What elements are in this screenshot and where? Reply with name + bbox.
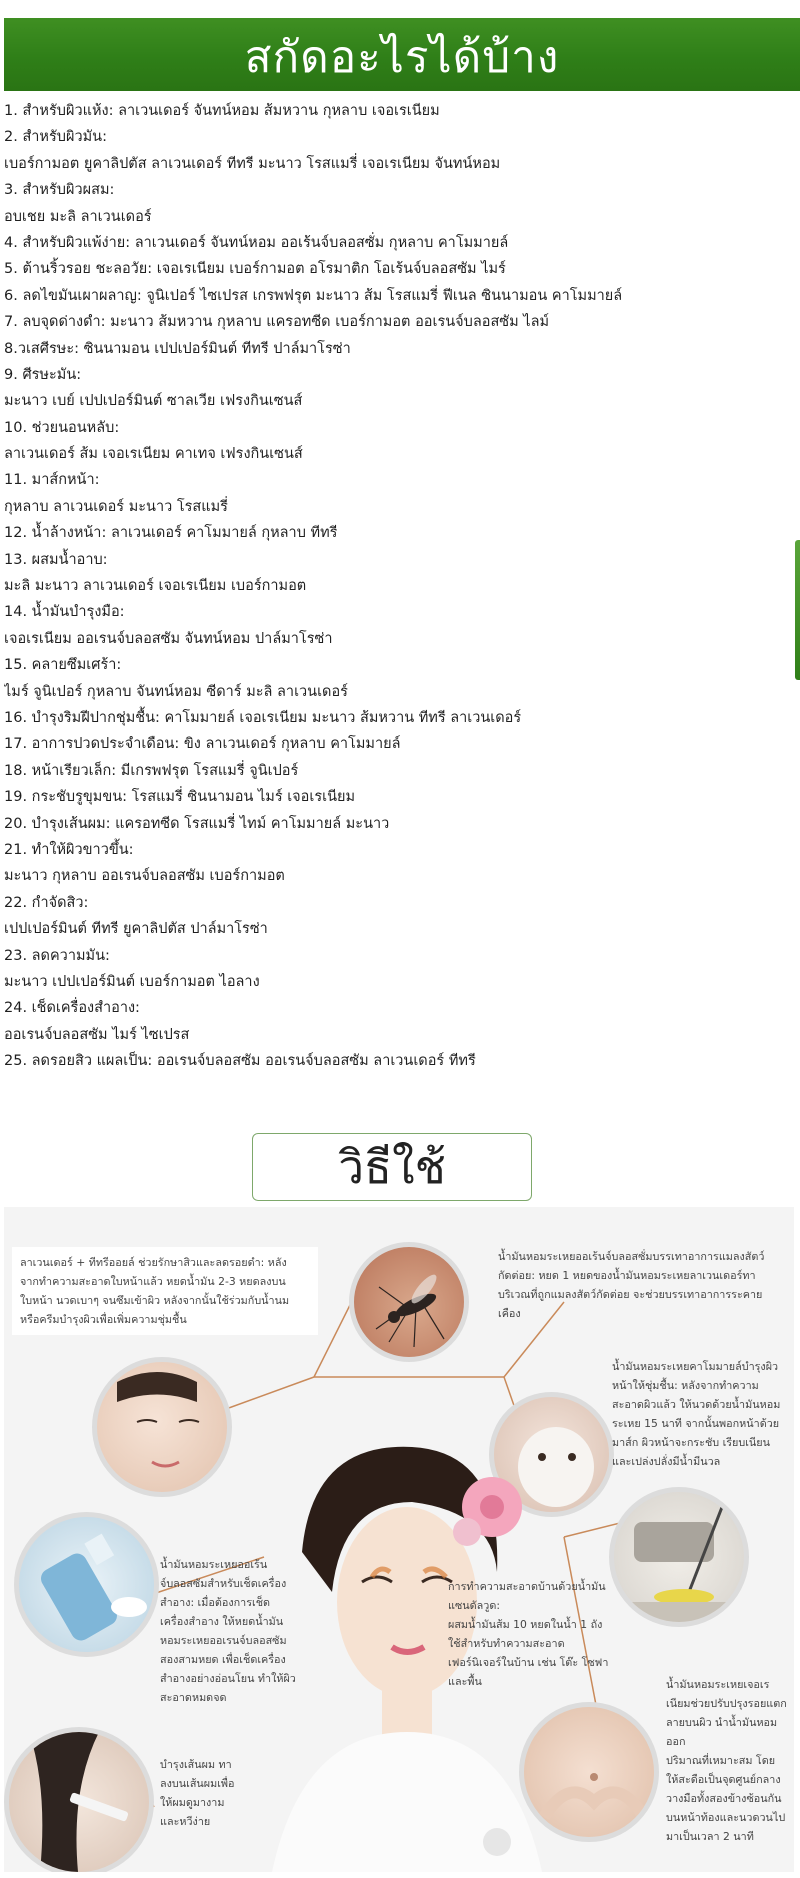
note-line: จ์บลอสซัมสำหรับเช็ดเครื่อง: [160, 1577, 287, 1590]
cleaning-mop-image: [609, 1487, 749, 1627]
uses-line: 7. ลบจุดด่างดำ: มะนาว ส้มหวาน กุหลาบ แครอทซีด เบอร์กามอต ออเรนจ์บลอสซัม ไลม์: [4, 314, 550, 331]
uses-line: ไมร์ จูนิเปอร์ กุหลาบ จันทน์หอม ซีดาร์ มะลิ ลาเวนเดอร์: [4, 683, 348, 700]
note-line: ผสมน้ำมันส้ม 10 หยดในน้ำ 1 ถัง: [448, 1618, 603, 1631]
uses-line: 5. ต้านริ้วรอย ชะลอวัย: เจอเรเนียม เบอร์กามอต อโรมาติก โอเร้นจ์บลอสซัม ไมร์: [4, 261, 506, 278]
uses-line: 14. น้ำมันบำรุงมือ:: [4, 604, 125, 621]
note-line: จากทำความสะอาดใบหน้าแล้ว หยดน้ำมัน 2-3 หยดลงบน: [20, 1275, 286, 1288]
note-mosquito: [498, 1247, 790, 1323]
uses-line: 1. สำหรับผิวแห้ง: ลาเวนเดอร์ จันทน์หอม ส้มหวาน กุหลาบ เจอเรเนียม: [4, 103, 440, 119]
uses-line: 15. คลายซึมเศร้า:: [4, 657, 122, 674]
howto-title-box: [252, 1133, 532, 1201]
title-banner: [4, 18, 800, 91]
note-line: ลาเวนเดอร์ + ทีทรีออยล์ ช่วยรักษาสิวและลดรอยดำ: หลัง: [20, 1256, 287, 1269]
uses-line: 24. เช็ดเครื่องสำอาง:: [4, 1000, 140, 1017]
note-line: ให้สะดือเป็นจุดศูนย์กลาง: [666, 1773, 781, 1786]
note-line: หอมระเหยออเรนจ์บลอสซัม: [160, 1634, 287, 1647]
uses-line: 21. ทำให้ผิวขาวขึ้น:: [4, 841, 134, 858]
note-line: สะอาดหมดจด: [160, 1691, 227, 1704]
note-cleaning: [448, 1577, 624, 1691]
uses-line: อบเชย มะลิ ลาเวนเดอร์: [4, 208, 152, 225]
note-line: เครื่องสำอาง ให้หยดน้ำมัน: [160, 1615, 284, 1628]
uses-line: 19. กระชับรูขุมขน: โรสแมรี่ ซินนามอน ไมร์ เจอเรเนียม: [4, 789, 356, 806]
note-hair: [160, 1755, 260, 1831]
uses-line: มะนาว เบย์ เปปเปอร์มินต์ ซาลเวีย เฟรงกินเซนส์: [4, 393, 303, 410]
note-line: เคือง: [498, 1307, 521, 1320]
note-line: ใบหน้า นวดเบาๆ จนซึมเข้าผิว หลังจากนั้นใช้ร่วมกับน้ำนม: [20, 1294, 290, 1307]
uses-line: 2. สำหรับผิวมัน:: [4, 129, 107, 146]
note-line: ระเหย 15 นาที จากนั้นพอกหน้าด้วย: [612, 1417, 780, 1430]
uses-line: 25. ลดรอยสิว แผลเป็น: ออเรนจ์บลอสซัม ออเรนจ์บลอสซัม ลาเวนเดอร์ ทีทรี: [4, 1053, 476, 1070]
uses-line: 22. กำจัดสิว:: [4, 894, 89, 911]
uses-line: เบอร์กามอต ยูคาลิปตัส ลาเวนเดอร์ ทีทรี มะนาว โรสแมรี่ เจอเรเนียม จันทน์หอม: [4, 155, 501, 172]
uses-line: เจอเรเนียม ออเรนจ์บลอสซัม จันทน์หอม ปาล์มาโรซ่า: [4, 630, 333, 647]
uses-line: 3. สำหรับผิวผสม:: [4, 182, 115, 199]
uses-line: 23. ลดความมัน:: [4, 947, 110, 964]
note-line: เนียมช่วยปรับปรุงรอยแตก: [666, 1697, 787, 1710]
note-line: ลงบนเส้นผมเพื่อ: [160, 1777, 235, 1790]
note-line: หน้าให้ชุ่มชื้น: หลังจากทำความ: [612, 1379, 759, 1392]
hair-icon: [9, 1732, 154, 1872]
uses-line: มะลิ มะนาว ลาเวนเดอร์ เจอเรเนียม เบอร์กามอต: [4, 578, 307, 595]
uses-line: 8.วเสศีรษะ: ซินนามอน เปปเปอร์มินต์ ทีทรี ปาล์มาโรซ่า: [4, 340, 351, 357]
note-mask: [612, 1357, 794, 1471]
note-makeup: [160, 1555, 320, 1707]
note-line: ใช้สำหรับทำความสะอาด: [448, 1637, 565, 1650]
uses-line: 12. น้ำล้างหน้า: ลาเวนเดอร์ คาโมมายล์ กุหลาบ ทีทรี: [4, 525, 338, 542]
uses-line: 20. บำรุงเส้นผม: แครอทซีด โรสแมรี่ ไทม์ คาโมมายล์ มะนาว: [4, 815, 390, 832]
uses-line: 18. หน้าเรียวเล็ก: มีเกรพฟรุต โรสแมรี่ จูนิเปอร์: [4, 762, 299, 779]
uses-line: กุหลาบ ลาเวนเดอร์ มะนาว โรสแมรี่: [4, 498, 228, 515]
howto-title: วิธีใช้: [338, 1139, 446, 1194]
uses-line: 10. ช่วยนอนหลับ:: [4, 419, 120, 436]
note-line: สำอาง: เมื่อต้องการเช็ด: [160, 1596, 271, 1609]
uses-line: ลาเวนเดอร์ ส้ม เจอเรเนียม คาเทจ เฟรงกินเซนส์: [4, 446, 303, 463]
uses-line: 11. มาส์กหน้า:: [4, 472, 100, 489]
note-line: สะอาดผิวแล้ว ให้นวดด้วยน้ำมันหอม: [612, 1398, 781, 1411]
note-line: น้ำมันหอมระเหยออเร้น: [160, 1558, 268, 1571]
uses-line: 16. บำรุงริมฝีปากชุ่มชื้น: คาโมมายล์ เจอเรเนียม มะนาว ส้มหวาน ทีทรี ลาเวนเดอร์: [4, 709, 522, 726]
note-line: กัดต่อย: หยด 1 หยดของน้ำมันหอมระเหยลาเวนเดอร์ทา: [498, 1269, 756, 1282]
note-belly: [666, 1675, 794, 1846]
hair-comb-image: [4, 1727, 154, 1872]
acne-face-image: [92, 1357, 232, 1497]
note-line: มาส์ก ผิวหน้าจะกระชับ เรียบเนียน: [612, 1436, 771, 1449]
note-line: วางมือทั้งสองข้างซ้อนกัน: [666, 1792, 782, 1805]
note-line: บริเวณที่ถูกแมลงสัตว์กัดต่อย จะช่วยบรรเทาอาการระคาย: [498, 1288, 763, 1301]
mosquito-bite-image: [349, 1242, 469, 1362]
uses-list: [4, 98, 784, 1074]
note-line: และเปล่งปลั่งมีน้ำมีนวล: [612, 1455, 721, 1468]
note-line: และหวีง่าย: [160, 1815, 211, 1828]
note-line: สองสามหยด เพื่อเช็ดเครื่อง: [160, 1653, 286, 1666]
makeup-bottle-image: [14, 1512, 159, 1657]
uses-line: มะนาว เปปเปอร์มินต์ เบอร์กามอต ไอลาง: [4, 973, 260, 990]
uses-line: 6. ลดไขมันเผาผลาญ: จูนิเปอร์ ไซเปรส เกรพฟรุต มะนาว ส้ม โรสแมรี่ ฟีเนล ซินนามอน คาโมมายล์: [4, 287, 623, 304]
uses-line: 13. ผสมน้ำอาบ:: [4, 551, 108, 568]
uses-line: มะนาว กุหลาบ ออเรนจ์บลอสซัม เบอร์กามอต: [4, 868, 285, 885]
banner-title: สกัดอะไรได้บ้าง: [244, 31, 560, 83]
note-line: น้ำมันหอมระเหยออเร้นจ์บลอสซั่มบรรเทาอาการแมลงสัตว์: [498, 1250, 765, 1263]
note-line: มาเป็นเวลา 2 นาที: [666, 1830, 754, 1843]
note-line: เฟอร์นิเจอร์ในบ้าน เช่น โต๊ะ โซฟา: [448, 1656, 609, 1669]
uses-line: เปปเปอร์มินต์ ทีทรี ยูคาลิปตัส ปาล์มาโรซ่า: [4, 921, 268, 938]
howto-infographic: [4, 1207, 794, 1872]
note-line: ลายบนผิว นำน้ำมันหอมออก: [666, 1716, 778, 1748]
note-line: บนหน้าท้องและนวดวนไป: [666, 1811, 786, 1824]
note-acne: [12, 1247, 318, 1335]
uses-line: 4. สำหรับผิวแพ้ง่าย: ลาเวนเดอร์ จันทน์หอม ออเร้นจ์บลอสซั่ม กุหลาบ คาโมมายล์: [4, 234, 509, 251]
uses-line: 17. อาการปวดประจำเดือน: ขิง ลาเวนเดอร์ กุหลาบ คาโมมายล์: [4, 736, 401, 753]
edge-leaf-decoration: [795, 540, 800, 680]
note-line: น้ำมันหอมระเหยเจอเร: [666, 1678, 770, 1691]
note-line: แซนดัลวูด:: [448, 1599, 501, 1612]
uses-line: ออเรนจ์บลอสซัม ไมร์ ไซเปรส: [4, 1026, 190, 1043]
note-line: ให้ผมดูมางาม: [160, 1796, 225, 1809]
note-line: ปริมาณที่เหมาะสม โดย: [666, 1754, 776, 1767]
note-line: บำรุงเส้นผม ทา: [160, 1758, 232, 1771]
note-line: สำอางอย่างอ่อนโยน ทำให้ผิว: [160, 1672, 296, 1685]
note-line: น้ำมันหอมระเหยคาโมมายล์บำรุงผิว: [612, 1360, 779, 1373]
note-line: การทำความสะอาดบ้านด้วยน้ำมัน: [448, 1580, 606, 1593]
note-line: หรือครีมบำรุงผิวเพื่อเพิ่มความชุ่มชื้น: [20, 1313, 187, 1326]
note-line: และพื้น: [448, 1675, 482, 1688]
uses-line: 9. ศีรษะมัน:: [4, 366, 82, 383]
